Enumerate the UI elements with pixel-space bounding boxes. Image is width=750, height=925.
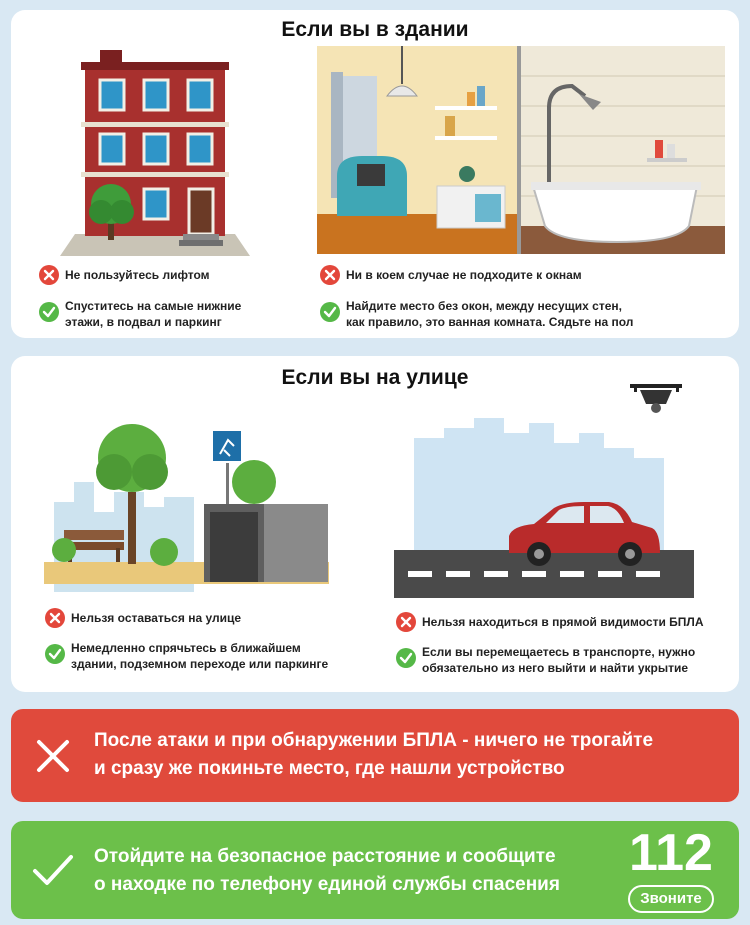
street-title: Если вы на улице bbox=[281, 366, 469, 389]
forbidden-icon bbox=[320, 265, 340, 285]
allowed-icon bbox=[396, 648, 416, 668]
allowed-icon bbox=[45, 644, 65, 664]
building-rule-no-windows: Ни в коем случае не подходите к окнам bbox=[346, 268, 582, 282]
advice-text: Отойдите на безопасное расстояние и сообщите о находке по телефону единой службы спасения bbox=[94, 846, 560, 895]
street-rule-no-outside: Нельзя оставаться на улице bbox=[71, 611, 242, 625]
warning-text: После атаки и при обнаружении БПЛА - ничего не трогайте и сразу же покиньте место, где нашли устройство bbox=[94, 730, 654, 779]
street-rule-leave-vehicle: Если вы перемещаетесь в транспорте, нужно обязательно из него выйти и найти укрытие bbox=[422, 645, 696, 675]
allowed-icon bbox=[39, 302, 59, 322]
street-rule-hide: Немедленно спрячьтесь в ближайшем здании, подземном переходе или паркинге bbox=[71, 641, 329, 671]
advice-banner bbox=[11, 821, 739, 919]
warning-banner bbox=[11, 709, 739, 802]
building-illustration bbox=[55, 44, 255, 259]
emergency-phone-number: 112 bbox=[629, 824, 713, 882]
street-panel bbox=[11, 356, 739, 692]
forbidden-icon bbox=[45, 608, 65, 628]
building-rule-go-down: Спуститесь на самые нижние этажи, в подвал и паркинг bbox=[65, 299, 242, 329]
forbidden-icon bbox=[39, 265, 59, 285]
building-title: Если вы в здании bbox=[281, 18, 469, 41]
street-illustration bbox=[44, 422, 329, 592]
call-button[interactable]: Звоните bbox=[628, 885, 714, 913]
building-rule-bathroom: Найдите место без окон, между несущих стен, как правило, это ванная комната. Сядьте на пол bbox=[346, 299, 634, 329]
close-icon bbox=[33, 736, 73, 776]
drone-street-illustration bbox=[394, 378, 694, 598]
forbidden-icon bbox=[396, 612, 416, 632]
street-rule-no-line-of-sight: Нельзя находиться в прямой видимости БПЛА bbox=[422, 615, 704, 629]
building-rule-no-elevator: Не пользуйтесь лифтом bbox=[65, 268, 210, 282]
interior-illustration bbox=[317, 46, 725, 254]
building-panel bbox=[11, 10, 739, 338]
allowed-icon bbox=[320, 302, 340, 322]
checkmark-icon bbox=[31, 851, 75, 891]
